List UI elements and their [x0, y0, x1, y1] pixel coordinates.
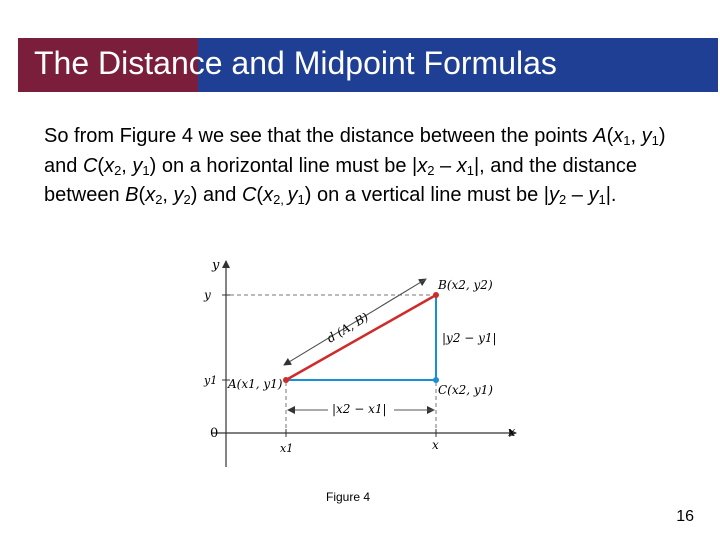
figure-4-diagram	[198, 255, 528, 475]
point-name: B	[125, 184, 139, 206]
axis-x-label: x	[508, 425, 516, 440]
subscript: 2	[155, 192, 163, 207]
text-run: (	[138, 184, 146, 206]
tick-x-label: x	[432, 438, 439, 452]
figure-caption: Figure 4	[326, 490, 371, 504]
text-run: (	[97, 154, 105, 177]
point-name: C	[82, 154, 98, 177]
subscript: 2	[427, 162, 435, 178]
variable: y	[548, 184, 559, 206]
variable: x	[613, 125, 624, 147]
subscript: 2,	[273, 192, 288, 207]
text-run: ) and	[190, 184, 242, 206]
hypotenuse	[286, 295, 436, 380]
subscript: 1	[142, 162, 150, 178]
variable: y	[641, 125, 652, 147]
text-run: –	[566, 184, 589, 206]
slide-title: The Distance and Midpoint Formulas	[34, 45, 557, 81]
tick-x1-label: x1	[280, 442, 294, 455]
text-run: ) and	[44, 125, 666, 177]
subscript: 2	[183, 192, 191, 207]
subscript: 2	[558, 192, 567, 207]
axis-y-label: y	[212, 258, 220, 273]
variable: x	[456, 154, 467, 177]
variable: y	[132, 154, 143, 177]
subscript: 1	[466, 162, 474, 178]
variable: x	[104, 154, 115, 177]
text-run: (	[606, 125, 614, 147]
variable: x	[417, 154, 428, 177]
text-run: |, and the distance between	[44, 154, 638, 206]
point-b-label: B(x2, y2)	[438, 278, 493, 292]
vertical-distance-label: |y2 − y1|	[442, 331, 497, 345]
horizontal-distance-label: |x2 − x1|	[332, 402, 387, 416]
text-run: |.	[605, 184, 617, 206]
text-run: ,	[162, 184, 174, 206]
point-b-dot	[433, 292, 439, 298]
subscript: 2	[114, 162, 122, 178]
point-a-dot	[283, 377, 289, 383]
point-c-label: C(x2, y1)	[438, 383, 493, 397]
variable: x	[263, 184, 274, 206]
title-bar	[18, 38, 718, 92]
slide-number: 16	[676, 508, 694, 525]
point-name: C	[241, 184, 257, 206]
variable: y	[287, 184, 298, 206]
tick-y-label: y	[204, 288, 211, 302]
subscript: 1	[598, 192, 606, 207]
distance-label: d (A, B)	[324, 309, 371, 346]
subscript: 1	[651, 133, 659, 148]
tick-y1-label: y1	[204, 374, 218, 387]
text-run: (	[256, 184, 264, 206]
variable: y	[173, 184, 184, 206]
subscript: 1	[297, 192, 305, 207]
variable: y	[588, 184, 599, 206]
variable: x	[145, 184, 156, 206]
subscript: 1	[623, 133, 631, 148]
text-run: ) on a horizontal line must be |	[149, 154, 418, 177]
text-run: ,	[121, 154, 133, 177]
text-run: So from Figure 4 we see that the distance between the points	[44, 125, 594, 147]
point-a-label: A(x1, y1)	[228, 377, 283, 391]
origin-label: 0	[210, 426, 219, 441]
distance-diagram	[198, 255, 528, 470]
body-paragraph	[44, 122, 704, 211]
point-name: A	[593, 125, 607, 147]
text-run: ,	[630, 125, 642, 147]
text-run: –	[434, 154, 457, 177]
text-run: ) on a vertical line must be |	[304, 184, 549, 206]
